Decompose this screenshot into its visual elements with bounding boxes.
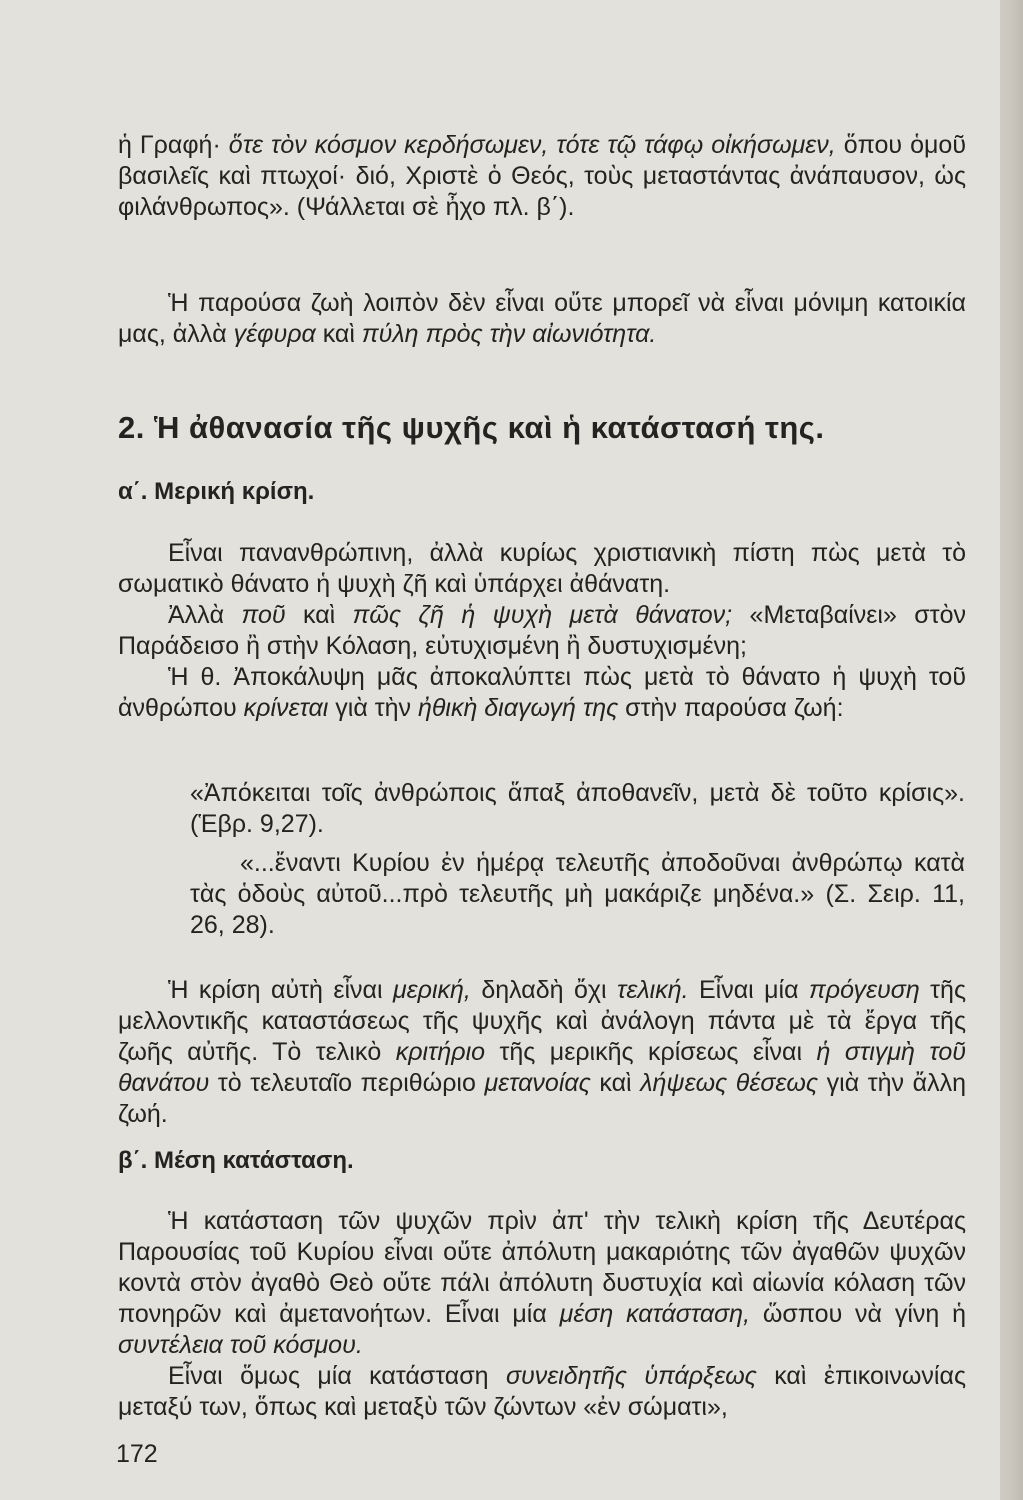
text-run: Εἶναι ὅμως μία κατάσταση <box>168 1362 506 1390</box>
text-run: ἡ Γραφή· <box>118 131 229 159</box>
text-run: καὶ <box>315 320 362 348</box>
italic-run: πρόγευση <box>809 976 920 1004</box>
italic-run: συντέλεια τοῦ κόσμου. <box>118 1331 363 1359</box>
body-a-paragraph-1 <box>118 538 966 600</box>
body-a2-paragraph-1 <box>118 975 966 1130</box>
text-run: Ἡ κρίση αὐτὴ εἶναι <box>168 976 393 1004</box>
text-run: Εἶναι πανανθρώπινη, ἀλλὰ κυρίως χριστιανικὴ πίστη πὼς μετὰ τὸ σωματικὸ θάνατο ἡ ψυχὴ ζῆ καὶ ὑπάρχει ἀθάνατη. <box>118 539 966 598</box>
quote-hebrews: «Ἀπόκειται τοῖς ἀνθρώποις ἅπαξ ἀποθανεῖν, μετὰ δὲ τοῦτο κρίσις». (Ἑβρ. 9,27). <box>190 779 965 838</box>
body-a-paragraph-2 <box>118 600 966 662</box>
subheading-middle-state: β΄. Μέση κατάσταση. <box>118 1147 354 1174</box>
text-run: Ἀλλὰ <box>168 601 242 629</box>
italic-run: συνειδητῆς ὑπάρξεως <box>505 1362 757 1390</box>
text-run: καὶ <box>590 1069 641 1097</box>
page-number: 172 <box>116 1440 158 1468</box>
text-run: γιὰ τὴν ἄλλη ζωή. <box>118 1069 967 1128</box>
text-run: Ἡ θ. Ἀποκάλυψη μᾶς ἀποκαλύπτει πὼς μετὰ τὸ θάνατο ἡ ψυχὴ τοῦ ἀνθρώπου <box>118 663 966 722</box>
italic-run: ποῦ <box>241 601 286 629</box>
body-b-paragraph-2 <box>118 1361 966 1423</box>
italic-run: μερική, <box>392 976 471 1004</box>
text-run: Εἶναι μία <box>688 976 809 1004</box>
text-run: καὶ <box>285 601 353 629</box>
italic-run: κρίνεται <box>243 694 329 722</box>
intro-paragraph-1 <box>118 130 966 223</box>
text-run: τῆς μελλοντικῆς καταστάσεως τῆς ψυχῆς καὶ ἀνάλογη πάντα μὲ τὰ ἔργα τῆς ζωῆς αὐτῆς. Τὸ τελικὸ <box>118 976 966 1066</box>
body-b-paragraph-1 <box>118 1206 966 1361</box>
text-run: γιὰ τὴν <box>328 694 418 722</box>
text-run: δηλαδὴ ὄχι <box>470 976 617 1004</box>
italic-run: κριτήριο <box>395 1038 486 1066</box>
text-run: τῆς μερικῆς κρίσεως εἶναι <box>485 1038 817 1066</box>
italic-run: μετανοίας <box>484 1069 591 1097</box>
text-run: στὴν παρούσα ζωή: <box>618 694 844 722</box>
italic-run: πύλη πρὸς τὴν αἰωνιότητα. <box>361 320 657 348</box>
subheading-partial-judgment: α΄. Μερική κρίση. <box>118 478 315 505</box>
text-run: ὥσπου νὰ γίνη ἡ <box>750 1300 966 1328</box>
quote-sirach: «...ἔναντι Κυρίου ἐν ἡμέρᾳ τελευτῆς ἀποδοῦναι ἀνθρώπῳ κατὰ τὰς ὁδοὺς αὐτοῦ...πρὸ τελευτῆς μὴ μακάριζε μηδένα.» (Σ. Σειρ. 11, 26, 28). <box>190 849 965 939</box>
italic-run: ἡ στιγμὴ τοῦ θανάτου <box>118 1038 966 1097</box>
text-run: ὅπου ὁμοῦ βασιλεῖς καὶ πτωχοί· διό, Χριστὲ ὁ Θεός, τοὺς μεταστάντας ἀνάπαυσον, ὡς φιλάνθρωπος». (Ψάλλεται σὲ ἦχο πλ. β΄). <box>118 131 966 221</box>
italic-run: ὅτε τὸν κόσμον κερδήσωμεν, τότε τῷ τάφῳ οἰκήσωμεν, <box>228 131 836 159</box>
body-a-paragraph-3 <box>118 662 966 724</box>
text-run: τὸ τελευταῖο περιθώριο <box>209 1069 485 1097</box>
italic-run: μέση κατάσταση, <box>559 1300 751 1328</box>
text-run: Ἡ παρούσα ζωὴ λοιπὸν δὲν εἶναι οὔτε μπορεῖ νὰ εἶναι μόνιμη κατοικία μας, ἀλλὰ <box>118 289 966 348</box>
section-heading: 2. Ἡ ἀθανασία τῆς ψυχῆς καὶ ἡ κατάστασή της. <box>118 410 825 445</box>
italic-run: ἠθικὴ διαγωγή της <box>417 694 619 722</box>
text-run: Ἡ κατάσταση τῶν ψυχῶν πρὶν ἀπ' τὴν τελικὴ κρίση τῆς Δευτέρας Παρουσίας τοῦ Κυρίου εἶναι οὔτε ἀπόλυτη μακαριότης τῶν ἀγαθῶν ψυχῶν κοντὰ στὸν ἀγαθὸ Θεὸ οὔτε πάλι ἀπόλυτη δυστυχία καὶ αἰωνία κόλαση τῶν πονηρῶν καὶ ἀμετανοήτων. Εἶναι μία <box>118 1207 966 1328</box>
text-run: «Μεταβαίνει» στὸν Παράδεισο ἢ στὴν Κόλαση, εὐτυχισμένη ἢ δυστυχισμένη; <box>118 601 967 660</box>
text-run: καὶ ἐπικοινωνίας μεταξύ των, ὅπως καὶ μεταξὺ τῶν ζώντων «ἐν σώματι», <box>118 1362 966 1421</box>
italic-run: πῶς ζῆ ἡ ψυχὴ μετὰ θάνατον; <box>352 601 733 629</box>
italic-run: γέφυρα <box>233 320 316 348</box>
italic-run: λήψεως θέσεως <box>640 1069 819 1097</box>
italic-run: τελική. <box>617 976 689 1004</box>
intro-paragraph-2 <box>118 288 966 350</box>
